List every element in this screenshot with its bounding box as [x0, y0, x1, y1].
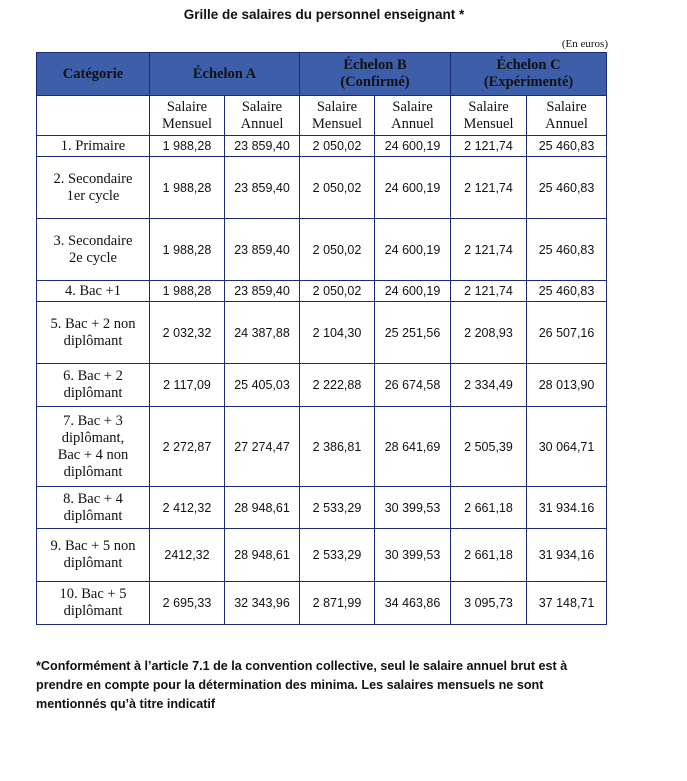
- category-cell: 6. Bac + 2 diplômant: [37, 364, 150, 407]
- salary-cell: 32 343,96: [225, 582, 300, 625]
- salary-cell: 31 934.16: [527, 487, 607, 529]
- salary-cell: 2 533,29: [300, 487, 375, 529]
- salary-cell: 2 272,87: [150, 407, 225, 487]
- salary-cell: 27 274,47: [225, 407, 300, 487]
- salary-cell: 2 871,99: [300, 582, 375, 625]
- salary-cell: 25 460,83: [527, 219, 607, 281]
- header-echelon-c: Échelon C (Expérimenté): [451, 53, 607, 96]
- salary-cell: 2 121,74: [451, 136, 527, 157]
- category-cell: 8. Bac + 4 diplômant: [37, 487, 150, 529]
- salary-cell: 2 117,09: [150, 364, 225, 407]
- salary-cell: 24 600,19: [375, 136, 451, 157]
- salary-cell: 34 463,86: [375, 582, 451, 625]
- salary-cell: 23 859,40: [225, 281, 300, 302]
- salary-cell: 2 121,74: [451, 157, 527, 219]
- salary-cell: 2 412,32: [150, 487, 225, 529]
- subheader-row: [37, 96, 607, 136]
- salary-cell: 2 533,29: [300, 529, 375, 582]
- table-row: [37, 281, 607, 302]
- salary-cell: 24 600,19: [375, 281, 451, 302]
- salary-cell: 2 032,32: [150, 302, 225, 364]
- category-cell: 10. Bac + 5 diplômant: [37, 582, 150, 625]
- salary-cell: 25 405,03: [225, 364, 300, 407]
- salary-cell: 2 505,39: [451, 407, 527, 487]
- salary-cell: 2 661,18: [451, 487, 527, 529]
- category-cell: 1. Primaire: [37, 136, 150, 157]
- category-cell: 2. Secondaire 1er cycle: [37, 157, 150, 219]
- salary-cell: 23 859,40: [225, 136, 300, 157]
- table-row: [37, 364, 607, 407]
- salary-cell: 28 013,90: [527, 364, 607, 407]
- salary-cell: 24 600,19: [375, 157, 451, 219]
- salary-cell: 2 121,74: [451, 281, 527, 302]
- unit-note: (En euros): [561, 38, 608, 50]
- salary-cell: 31 934,16: [527, 529, 607, 582]
- category-cell: 5. Bac + 2 non diplômant: [37, 302, 150, 364]
- salary-cell: 1 988,28: [150, 281, 225, 302]
- salary-cell: 23 859,40: [225, 219, 300, 281]
- table-row: [37, 529, 607, 582]
- salary-cell: 25 251,56: [375, 302, 451, 364]
- category-cell: 9. Bac + 5 non diplômant: [37, 529, 150, 582]
- header-row: [37, 53, 607, 96]
- salary-cell: 28 948,61: [225, 487, 300, 529]
- table-row: [37, 582, 607, 625]
- salary-cell: 26 507,16: [527, 302, 607, 364]
- footnote: *Conformément à l’article 7.1 de la convention collective, seul le salaire annuel brut est à prendre en compte pour la détermination des minima. Les salaires mensuels ne sont mentionnés qu’à titre indicatif: [36, 659, 568, 711]
- table-row: [37, 219, 607, 281]
- salary-cell: 2 661,18: [451, 529, 527, 582]
- salary-cell: 30 399,53: [375, 529, 451, 582]
- salary-cell: 28 641,69: [375, 407, 451, 487]
- salary-cell: 25 460,83: [527, 281, 607, 302]
- salary-cell: 37 148,71: [527, 582, 607, 625]
- salary-cell: 2412,32: [150, 529, 225, 582]
- salary-cell: 25 460,83: [527, 157, 607, 219]
- salary-cell: 1 988,28: [150, 136, 225, 157]
- salary-cell: 2 222,88: [300, 364, 375, 407]
- table-body: [37, 136, 607, 625]
- table-row: [37, 487, 607, 529]
- salary-cell: 2 334,49: [451, 364, 527, 407]
- category-cell: 3. Secondaire 2e cycle: [37, 219, 150, 281]
- subheader-cell: Salaire Annuel: [225, 96, 300, 136]
- subheader-cell: Salaire Annuel: [375, 96, 451, 136]
- table-row: [37, 136, 607, 157]
- salary-cell: 2 695,33: [150, 582, 225, 625]
- salary-cell: 2 050,02: [300, 219, 375, 281]
- header-category: Catégorie: [37, 53, 150, 96]
- salary-cell: 2 121,74: [451, 219, 527, 281]
- page-title: Grille de salaires du personnel enseignant *: [183, 7, 465, 22]
- salary-cell: 1 988,28: [150, 157, 225, 219]
- category-cell: 7. Bac + 3 diplômant, Bac + 4 non diplômant: [37, 407, 150, 487]
- header-echelon-b: Échelon B (Confirmé): [300, 53, 451, 96]
- salary-cell: 23 859,40: [225, 157, 300, 219]
- category-cell: 4. Bac +1: [37, 281, 150, 302]
- salary-cell: 2 050,02: [300, 157, 375, 219]
- salary-cell: 2 050,02: [300, 136, 375, 157]
- salary-cell: 28 948,61: [225, 529, 300, 582]
- subheader-empty: [37, 96, 150, 136]
- subheader-cell: Salaire Mensuel: [300, 96, 375, 136]
- salary-cell: 30 064,71: [527, 407, 607, 487]
- salary-cell: 26 674,58: [375, 364, 451, 407]
- table-row: [37, 407, 607, 487]
- salary-cell: 2 050,02: [300, 281, 375, 302]
- subheader-cell: Salaire Annuel: [527, 96, 607, 136]
- salary-cell: 30 399,53: [375, 487, 451, 529]
- salary-cell: 1 988,28: [150, 219, 225, 281]
- salary-cell: 24 387,88: [225, 302, 300, 364]
- salary-cell: 2 386,81: [300, 407, 375, 487]
- salary-grid-table: [36, 52, 607, 625]
- salary-cell: 25 460,83: [527, 136, 607, 157]
- salary-cell: 3 095,73: [451, 582, 527, 625]
- table-row: [37, 157, 607, 219]
- salary-cell: 2 208,93: [451, 302, 527, 364]
- table-row: [37, 302, 607, 364]
- header-echelon-a: Échelon A: [150, 53, 300, 96]
- salary-cell: 24 600,19: [375, 219, 451, 281]
- salary-cell: 2 104,30: [300, 302, 375, 364]
- subheader-cell: Salaire Mensuel: [150, 96, 225, 136]
- subheader-cell: Salaire Mensuel: [451, 96, 527, 136]
